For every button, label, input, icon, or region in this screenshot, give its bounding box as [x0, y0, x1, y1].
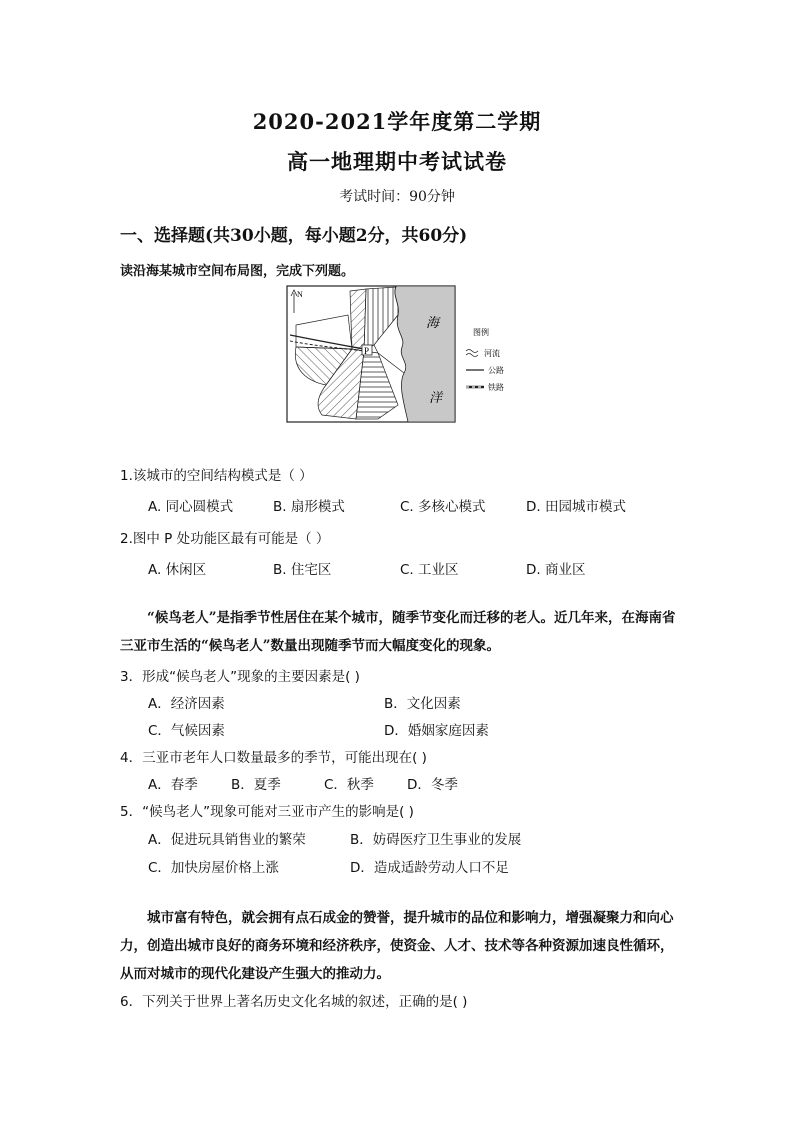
sea-label-1: 海	[426, 316, 440, 331]
passage-city-features: 城市富有特色，就会拥有点石成金的赞誉，提升城市的品位和影响力，增强凝聚力和向心力，创造出城市良好的商务环境和经济秩序，使资金、人才、技术等各种资源加速良性循环，从而对城市的现代化建设产生强大的推动力。	[120, 910, 674, 982]
question-5: 5．“候鸟老人”现象可能对三亚市产生的影响是( )	[120, 804, 414, 820]
legend-river-icon	[466, 350, 478, 357]
q5-option-a: A．促进玩具销售业的繁荣	[148, 832, 306, 848]
sea-label-2: 洋	[429, 391, 443, 406]
p-label: P	[364, 346, 370, 356]
q2-option-a: A. 休闲区	[148, 562, 207, 578]
q3-option-a: A．经济因素	[148, 696, 225, 712]
passage-migratory-elderly: “候鸟老人”是指季节性居住在某个城市，随季节变化而迁移的老人。近几年来，在海南省三亚市生活的“候鸟老人”数量出现随季节而大幅度变化的现象。	[120, 610, 676, 654]
q3-option-b: B．文化因素	[384, 696, 461, 712]
exam-time: 考试时间：90分钟	[339, 189, 455, 205]
map-instruction: 读沿海某城市空间布局图，完成下列题。	[120, 264, 355, 279]
question-6: 6．下列关于世界上著名历史文化名城的叙述，正确的是( )	[120, 994, 468, 1010]
legend-title: 图例	[473, 328, 489, 337]
city-layout-map	[286, 285, 536, 425]
q3-option-d: D．婚姻家庭因素	[384, 723, 489, 739]
city-map-svg	[286, 285, 536, 425]
zone-north-west	[350, 289, 366, 351]
q4-option-b: B．夏季	[231, 777, 281, 793]
exam-title-line1: 2020-2021学年度第二学期	[252, 109, 542, 134]
q5-option-b: B．妨碍医疗卫生事业的发展	[350, 832, 522, 848]
question-4: 4．三亚市老年人口数量最多的季节，可能出现在( )	[120, 750, 427, 766]
exam-title-line2: 高一地理期中考试试卷	[287, 149, 507, 174]
q4-option-c: C．秋季	[324, 777, 374, 793]
q2-option-b: B. 住宅区	[273, 562, 332, 578]
q2-option-d: D. 商业区	[526, 562, 586, 578]
sea-area	[395, 286, 455, 422]
q1-option-c: C. 多核心模式	[400, 499, 486, 515]
legend-road-label: 公路	[488, 366, 504, 375]
q1-option-a: A. 同心圆模式	[148, 499, 234, 515]
q4-option-a: A．春季	[148, 777, 198, 793]
north-label: N	[297, 290, 303, 299]
q3-option-c: C．气候因素	[148, 723, 225, 739]
question-2: 2.图中 P 处功能区最有可能是（ ）	[120, 531, 330, 547]
q1-option-b: B. 扇形模式	[273, 499, 345, 515]
q2-option-c: C. 工业区	[400, 562, 459, 578]
q1-option-d: D. 田园城市模式	[526, 499, 626, 515]
question-1: 1.该城市的空间结构模式是（ ）	[120, 468, 313, 484]
q4-option-d: D．冬季	[407, 777, 458, 793]
legend-railway-label: 铁路	[488, 383, 504, 392]
question-3: 3．形成“候鸟老人”现象的主要因素是( )	[120, 669, 360, 685]
q5-option-c: C．加快房屋价格上涨	[148, 860, 279, 876]
section-heading: 一、选择题(共30小题，每小题2分，共60分)	[120, 226, 468, 246]
legend-river-label: 河流	[484, 349, 500, 358]
q5-option-d: D．造成适龄劳动人口不足	[350, 860, 509, 876]
